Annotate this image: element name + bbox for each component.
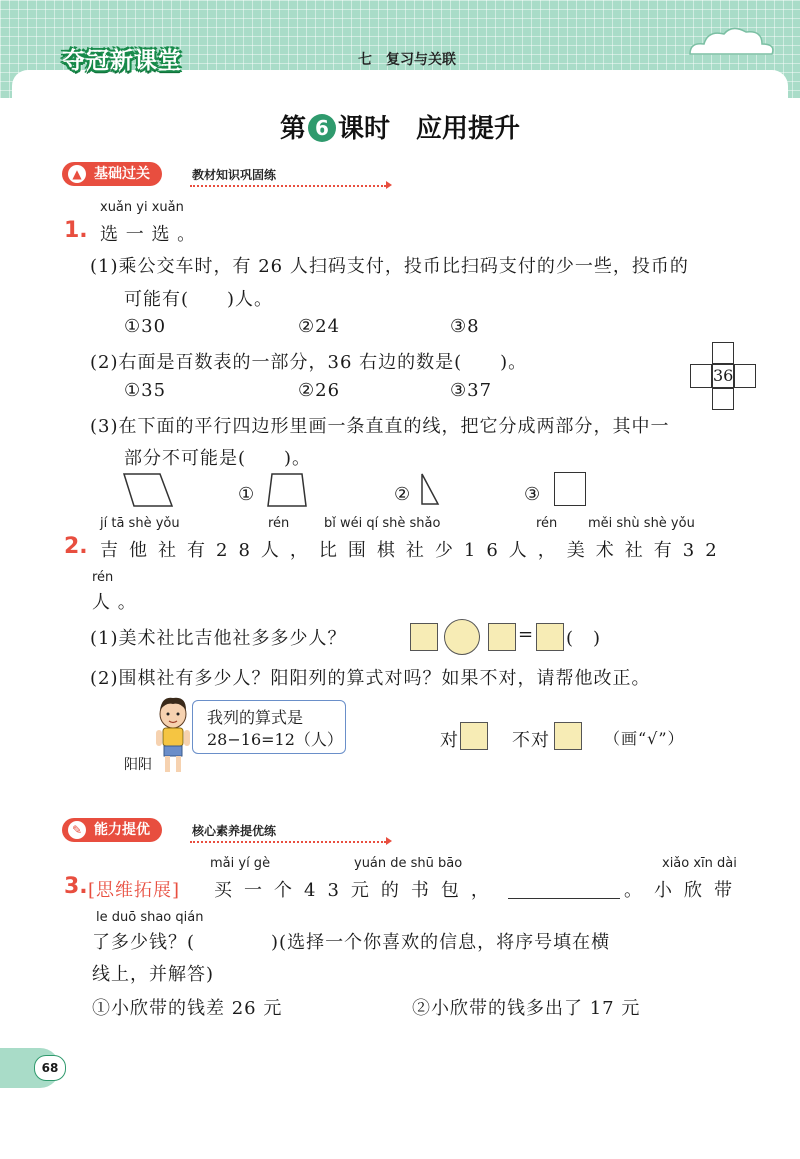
answer-blank-line[interactable] — [508, 898, 620, 899]
character-name: 阳阳 — [124, 757, 152, 773]
unit-title: 七 复习与关联 — [358, 52, 456, 68]
q1-part3-line2: 部分不可能是( )。 — [124, 448, 312, 469]
q1-part3-option: ① — [238, 484, 256, 505]
lesson-suffix: 课时 — [337, 114, 390, 144]
check-hint: （画“√”） — [604, 729, 685, 748]
q3-number: 3. — [64, 874, 88, 899]
section-subtitle: 教材知识巩固练 — [192, 168, 277, 182]
brand-logo: 夺冠新课堂 — [62, 48, 182, 74]
q3-line2: 了多少钱？( )(选择一个你喜欢的信息，将序号填在横 — [92, 932, 611, 953]
q2-pinyin: bǐ wéi qí shè shǎo — [324, 516, 441, 531]
lesson-number-badge: 6 — [308, 114, 336, 142]
arrow-right-icon — [386, 181, 392, 189]
q2-sub2: (2)围棋社有多少人？阳阳列的算式对吗？如果不对，请帮他改正。 — [90, 668, 651, 689]
answer-box[interactable] — [488, 623, 516, 651]
hundred-chart-fragment — [690, 342, 756, 414]
q1-part3-line1: (3)在下面的平行四边形里画一条直直的线，把它分成两部分，其中一 — [90, 416, 670, 437]
q3-line1-b: 。小欣带 — [624, 880, 744, 901]
q2-pinyin: jí tā shè yǒu — [100, 516, 180, 531]
section-tag-label: 能力提优 — [94, 822, 150, 838]
section-subtitle: 核心素养提优练 — [192, 824, 277, 838]
q2-pinyin: rén — [268, 516, 290, 531]
q1-part2-line: (2)右面是百数表的一部分，36 右边的数是( )。 — [90, 352, 528, 373]
q2-line1: 吉他社有28人，比围棋社少16人，美术社有32 — [100, 540, 728, 561]
wrong-label: 不对 — [512, 730, 550, 751]
q1-part1-option: ②24 — [298, 316, 341, 337]
q1-part2-option: ①35 — [124, 380, 167, 401]
q3-pinyin: xiǎo xīn dài — [662, 856, 737, 871]
q1-part2-option: ③37 — [450, 380, 493, 401]
q2-sub1: (1)美术社比吉他社多多少人？ — [90, 628, 347, 649]
q2-pinyin: měi shù shè yǒu — [588, 516, 695, 531]
mountain-icon: ▲ — [68, 165, 86, 183]
q2-number: 2. — [64, 534, 88, 559]
q3-pinyin: mǎi yí gè — [210, 856, 271, 871]
answer-box[interactable] — [536, 623, 564, 651]
trapezoid-shape — [264, 470, 310, 510]
q3-pinyin: le duō shao qián — [96, 910, 204, 925]
arrow-right-icon — [386, 837, 392, 845]
section-tag-label: 基础过关 — [94, 166, 150, 182]
q1-part2-option: ②26 — [298, 380, 341, 401]
q2-pinyin: rén — [92, 570, 114, 585]
right-label: 对 — [440, 730, 459, 751]
q3-option1: ①小欣带的钱差 26 元 — [92, 998, 283, 1019]
q2-pinyin: rén — [536, 516, 558, 531]
pencil-icon: ✎ — [68, 821, 86, 839]
equals-sign: = — [518, 624, 535, 645]
page-panel — [12, 70, 788, 110]
speech-bubble — [192, 700, 346, 754]
lesson-title — [0, 108, 800, 145]
section-divider — [190, 185, 386, 187]
check-box-wrong[interactable] — [554, 722, 582, 750]
q2-line2: 人 。 — [92, 592, 137, 613]
q3-line1-a: 买一个43元的书包， — [214, 880, 501, 901]
q1-part3-option: ③ — [524, 484, 542, 505]
triangle-shape — [418, 472, 442, 508]
square-shape — [554, 472, 586, 506]
speech-line: 28−16=12（人） — [207, 730, 343, 749]
unit-paren: ( ) — [566, 628, 602, 649]
q1-part1-line2: 可能有( )人。 — [124, 289, 274, 310]
chart-cell-36: 36 — [712, 364, 734, 388]
cloud-icon — [680, 22, 780, 62]
boy-illustration — [150, 694, 196, 776]
speech-line: 我列的算式是 — [207, 708, 304, 727]
lesson-prefix: 第 — [279, 114, 306, 144]
section-tag-basic — [62, 162, 162, 186]
q3-line3: 线上，并解答) — [92, 964, 215, 985]
q3-tag: [思维拓展] — [88, 880, 181, 901]
section-tag-advanced — [62, 818, 162, 842]
parallelogram-shape — [120, 470, 176, 510]
check-box-right[interactable] — [460, 722, 488, 750]
q1-part3-option: ② — [394, 484, 412, 505]
q3-pinyin: yuán de shū bāo — [354, 856, 463, 871]
q1-part1-option: ③8 — [450, 316, 480, 337]
answer-box[interactable] — [410, 623, 438, 651]
q1-part1-option: ①30 — [124, 316, 167, 337]
q1-number: 1. — [64, 218, 88, 243]
q3-option2: ②小欣带的钱多出了 17 元 — [412, 998, 641, 1019]
section-divider — [190, 841, 386, 843]
lesson-topic: 应用提升 — [416, 114, 521, 144]
q1-pinyin: xuǎn yi xuǎn — [100, 200, 184, 215]
page-number: 68 — [34, 1055, 66, 1081]
operator-circle[interactable] — [444, 619, 480, 655]
q1-part1-line1: (1)乘公交车时，有 26 人扫码支付，投币比扫码支付的少一些，投币的 — [90, 256, 689, 277]
q1-title: 选 一 选 。 — [100, 224, 197, 245]
